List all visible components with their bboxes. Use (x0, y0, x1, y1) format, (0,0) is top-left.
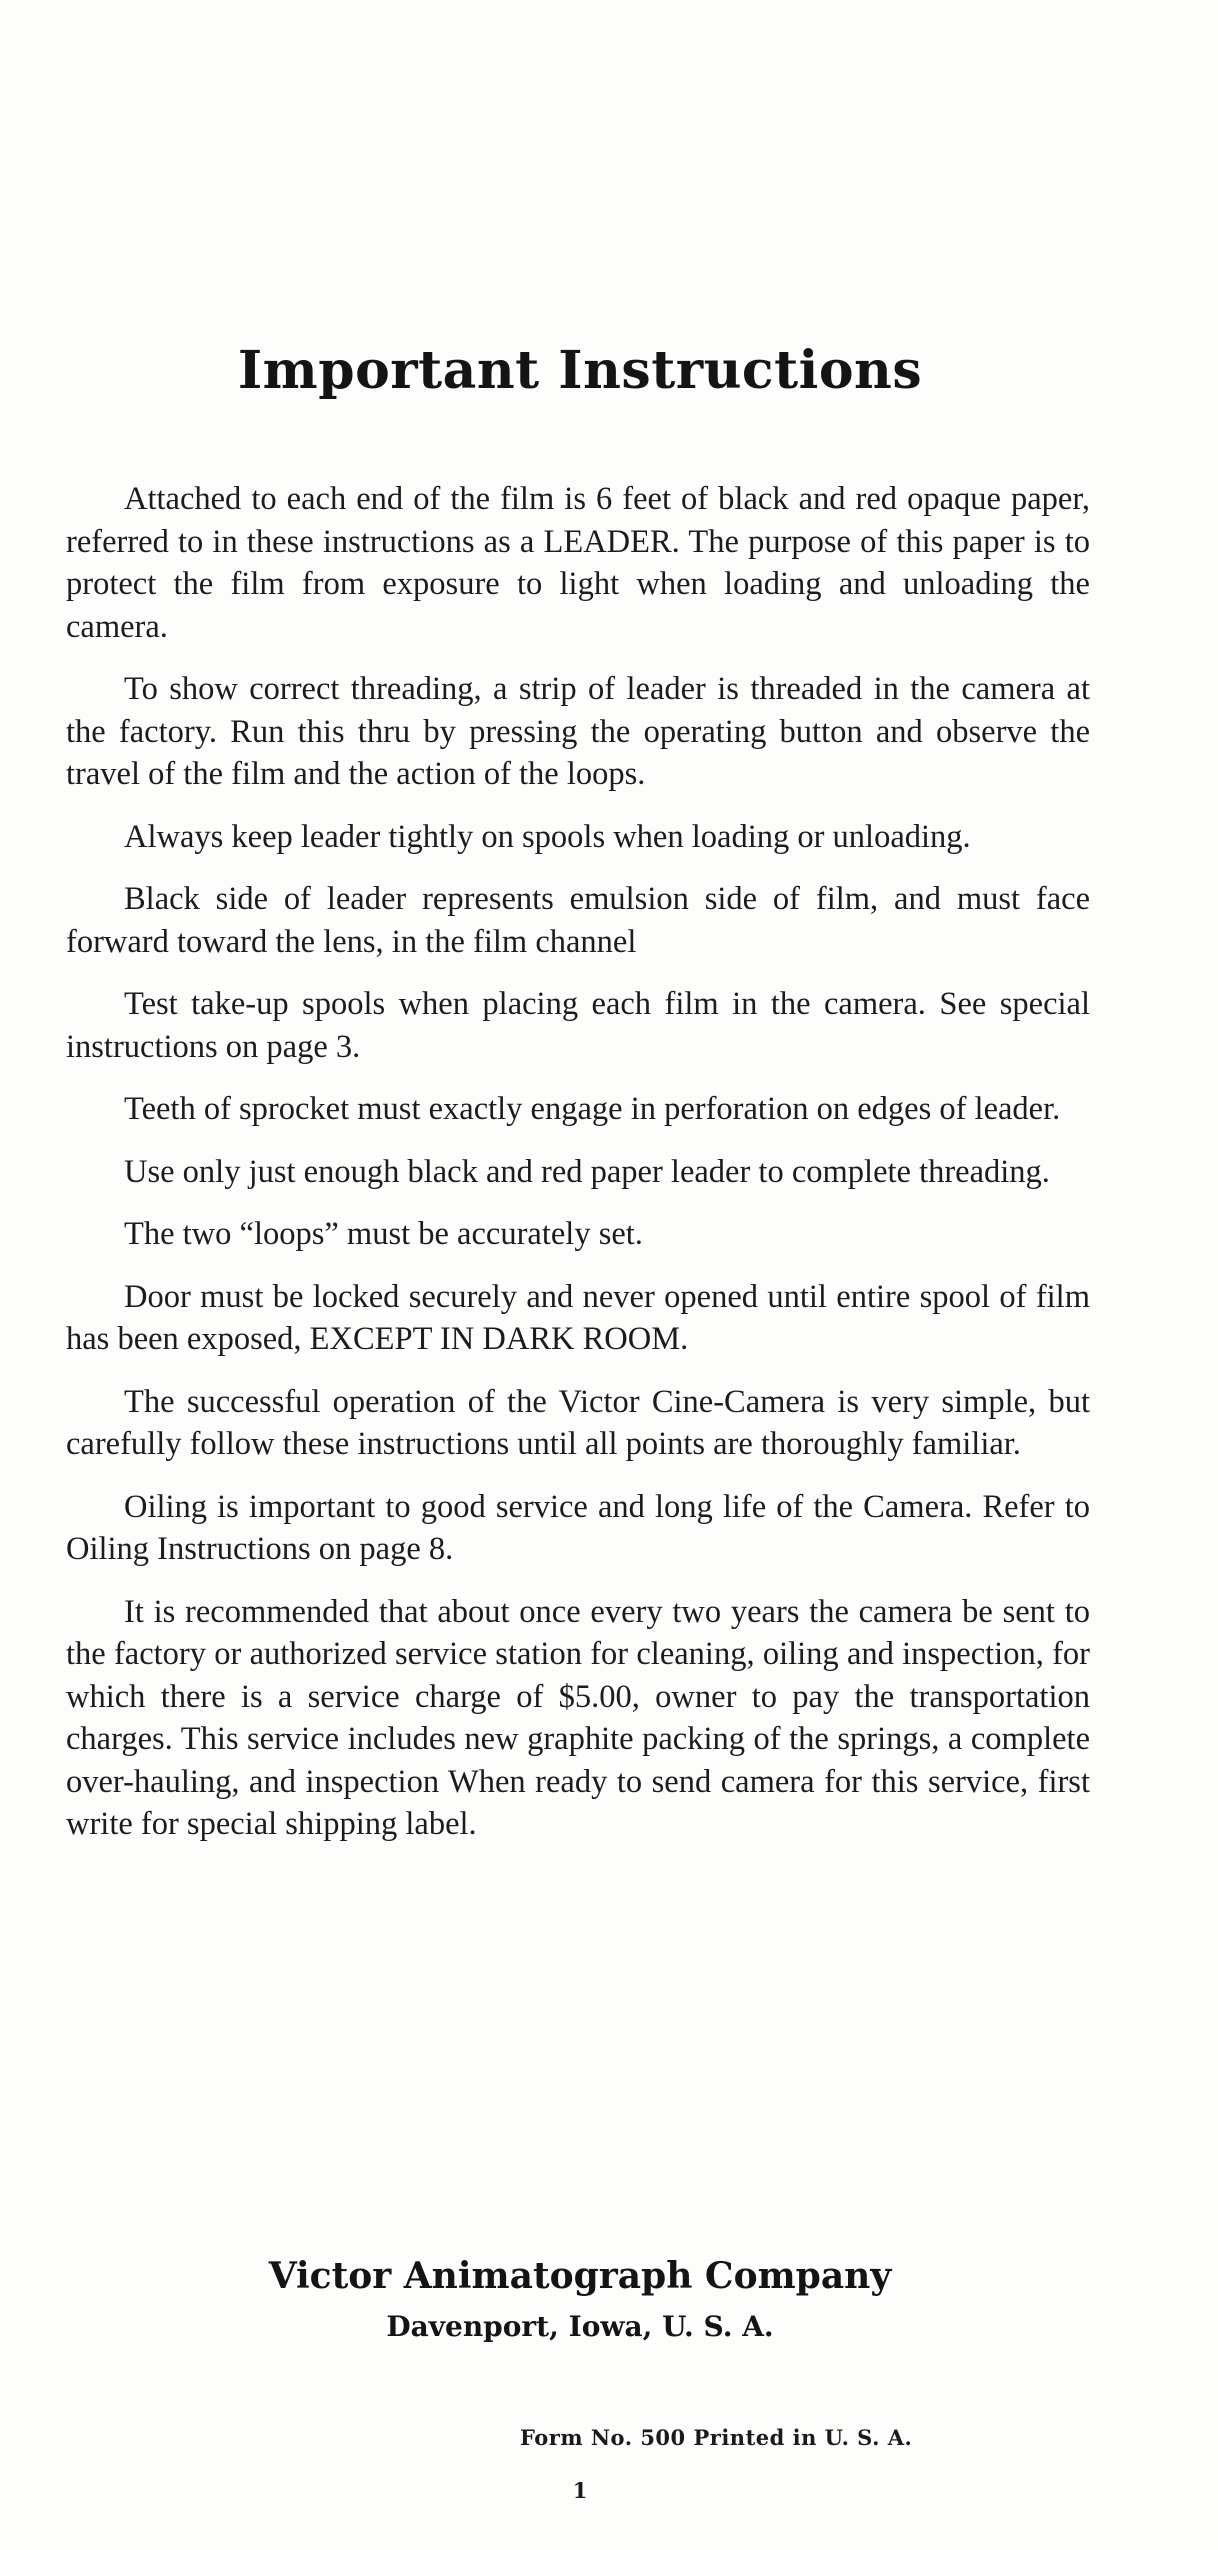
page-number: 1 (572, 2478, 588, 2503)
paragraph-oiling: Oiling is important to good service and long life of the Camera. Refer to Oiling Instructions on page 8. (66, 1488, 1090, 1567)
paragraph-threading: To show correct threading, a strip of leader is threaded in the camera at the factory. Run this thru by pressing the operating button and observe the travel of the film and the action of the loops. (66, 671, 1090, 792)
page-title: Important Instructions (237, 340, 923, 401)
form-number: Form No. 500 Printed in U. S. A. (520, 2425, 913, 2450)
company-address: Davenport, Iowa, U. S. A. (386, 2310, 774, 2343)
paragraph-operation: The successful operation of the Victor Cine-Camera is very simple, but carefully follow these instructions until all points are thoroughly familiar. (66, 1383, 1090, 1462)
paragraph-door: Door must be locked securely and never opened until entire spool of film has been exposed, EXCEPT IN DARK ROOM. (66, 1278, 1090, 1357)
paragraph-emulsion: Black side of leader represents emulsion side of film, and must face forward toward the lens, in the film channel (66, 881, 1090, 960)
paragraph-take-up: Test take-up spools when placing each film in the camera. See special instructions on page 3. (66, 986, 1090, 1065)
instructions-body (66, 478, 1090, 1866)
paragraph-leader: Attached to each end of the film is 6 feet of black and red opaque paper, referred to in these instructions as a LEADER. The purpose of this paper is to protect the film from exposure to light when loading and unloading the camera. (66, 481, 1090, 645)
paragraph-leader-use: Use only just enough black and red paper leader to complete threading. (124, 1153, 1050, 1190)
paragraph-loops: The two “loops” must be accurately set. (124, 1216, 643, 1252)
paragraph-spools: Always keep leader tightly on spools when loading or unloading. (124, 818, 971, 855)
company-name: Victor Animatograph Company (268, 2255, 892, 2297)
paragraph-service: It is recommended that about once every two years the camera be sent to the factory or authorized service station for cleaning, oiling and inspection, for which there is a service charge of $5.00, owner to pay the transportation charges. This service includes new graphite packing of the springs, a complete over-hauling, and inspection When ready to send camera for this service, first write for special shipping label. (66, 1593, 1090, 1842)
paragraph-sprocket: Teeth of sprocket must exactly engage in perforation on edges of leader. (124, 1091, 1061, 1127)
